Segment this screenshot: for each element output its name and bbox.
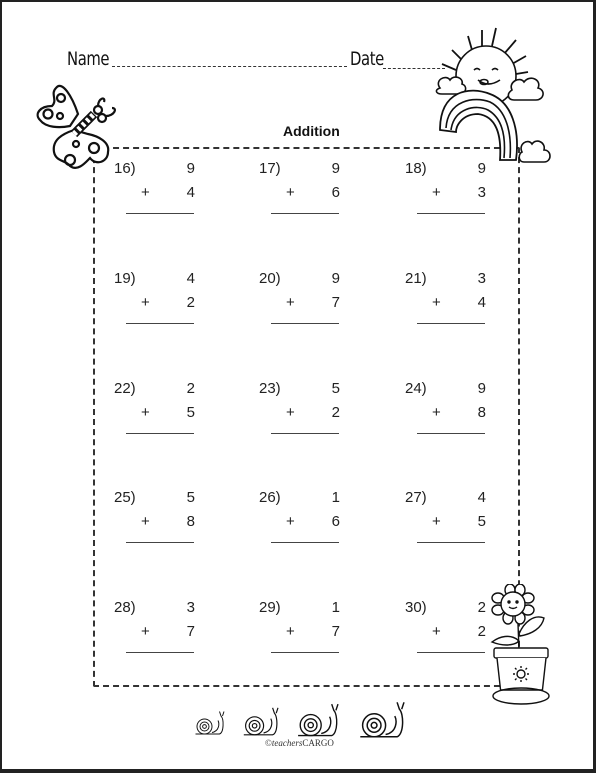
plus-sign: +	[141, 294, 150, 311]
plus-sign: +	[286, 184, 295, 201]
plus-sign: +	[286, 404, 295, 421]
problem-number: 24)	[405, 380, 427, 397]
first-addend: 9	[186, 160, 195, 177]
first-addend: 2	[477, 599, 486, 616]
second-addend: 7	[331, 623, 340, 640]
first-addend: 1	[331, 599, 340, 616]
problem-item	[405, 270, 495, 340]
credit-italic: teachers	[271, 738, 303, 748]
problem-number: 27)	[405, 489, 427, 506]
problem-number: 22)	[114, 380, 136, 397]
problem-number: 26)	[259, 489, 281, 506]
problem-item	[405, 599, 495, 669]
answer-line[interactable]	[126, 542, 194, 543]
plus-sign: +	[432, 184, 441, 201]
problem-item	[259, 489, 349, 559]
plus-sign: +	[141, 623, 150, 640]
plus-sign: +	[141, 513, 150, 530]
problem-number: 23)	[259, 380, 281, 397]
first-addend: 5	[331, 380, 340, 397]
second-addend: 7	[331, 294, 340, 311]
copyright-credit	[265, 738, 334, 748]
copyright-symbol: ©	[265, 738, 272, 748]
problem-number: 29)	[259, 599, 281, 616]
problem-item	[259, 599, 349, 669]
answer-line[interactable]	[126, 652, 194, 653]
flower-pot-icon	[484, 584, 560, 709]
first-addend: 9	[477, 380, 486, 397]
answer-line[interactable]	[417, 652, 485, 653]
problem-item	[114, 599, 204, 669]
second-addend: 4	[477, 294, 486, 311]
answer-line[interactable]	[271, 213, 339, 214]
first-addend: 3	[186, 599, 195, 616]
second-addend: 5	[477, 513, 486, 530]
plus-sign: +	[141, 184, 150, 201]
problem-number: 16)	[114, 160, 136, 177]
worksheet-title: Addition	[283, 123, 340, 139]
first-addend: 5	[186, 489, 195, 506]
second-addend: 4	[186, 184, 195, 201]
plus-sign: +	[432, 294, 441, 311]
answer-line[interactable]	[271, 652, 339, 653]
problem-number: 28)	[114, 599, 136, 616]
second-addend: 3	[477, 184, 486, 201]
first-addend: 1	[331, 489, 340, 506]
second-addend: 2	[186, 294, 195, 311]
name-field-line[interactable]	[112, 66, 347, 67]
problem-number: 30)	[405, 599, 427, 616]
second-addend: 6	[331, 513, 340, 530]
problem-item	[259, 160, 349, 230]
answer-line[interactable]	[271, 542, 339, 543]
first-addend: 9	[477, 160, 486, 177]
second-addend: 6	[331, 184, 340, 201]
answer-line[interactable]	[126, 213, 194, 214]
snails-icon	[192, 700, 412, 740]
plus-sign: +	[141, 404, 150, 421]
problem-number: 25)	[114, 489, 136, 506]
second-addend: 8	[186, 513, 195, 530]
answer-line[interactable]	[126, 323, 194, 324]
plus-sign: +	[432, 623, 441, 640]
credit-brand: CARGO	[302, 738, 334, 748]
plus-sign: +	[286, 623, 295, 640]
plus-sign: +	[286, 513, 295, 530]
second-addend: 7	[186, 623, 195, 640]
first-addend: 9	[331, 160, 340, 177]
problem-number: 19)	[114, 270, 136, 287]
first-addend: 2	[186, 380, 195, 397]
plus-sign: +	[432, 513, 441, 530]
plus-sign: +	[432, 404, 441, 421]
second-addend: 8	[477, 404, 486, 421]
problem-number: 20)	[259, 270, 281, 287]
problem-item	[405, 489, 495, 559]
problem-item	[114, 380, 204, 450]
problem-item	[405, 380, 495, 450]
problem-number: 18)	[405, 160, 427, 177]
problem-number: 17)	[259, 160, 281, 177]
plus-sign: +	[286, 294, 295, 311]
problem-item	[114, 270, 204, 340]
first-addend: 3	[477, 270, 486, 287]
second-addend: 5	[186, 404, 195, 421]
answer-line[interactable]	[271, 323, 339, 324]
answer-line[interactable]	[417, 433, 485, 434]
first-addend: 4	[477, 489, 486, 506]
sun-rainbow-icon	[420, 20, 570, 175]
answer-line[interactable]	[417, 542, 485, 543]
answer-line[interactable]	[271, 433, 339, 434]
date-label: Date	[350, 48, 384, 70]
name-label: Name	[67, 48, 110, 70]
second-addend: 2	[331, 404, 340, 421]
problem-number: 21)	[405, 270, 427, 287]
problem-item	[114, 489, 204, 559]
problem-item	[259, 380, 349, 450]
first-addend: 9	[331, 270, 340, 287]
answer-line[interactable]	[417, 213, 485, 214]
butterfly-icon	[32, 76, 132, 176]
second-addend: 2	[477, 623, 486, 640]
answer-line[interactable]	[126, 433, 194, 434]
first-addend: 4	[186, 270, 195, 287]
problem-item	[259, 270, 349, 340]
answer-line[interactable]	[417, 323, 485, 324]
